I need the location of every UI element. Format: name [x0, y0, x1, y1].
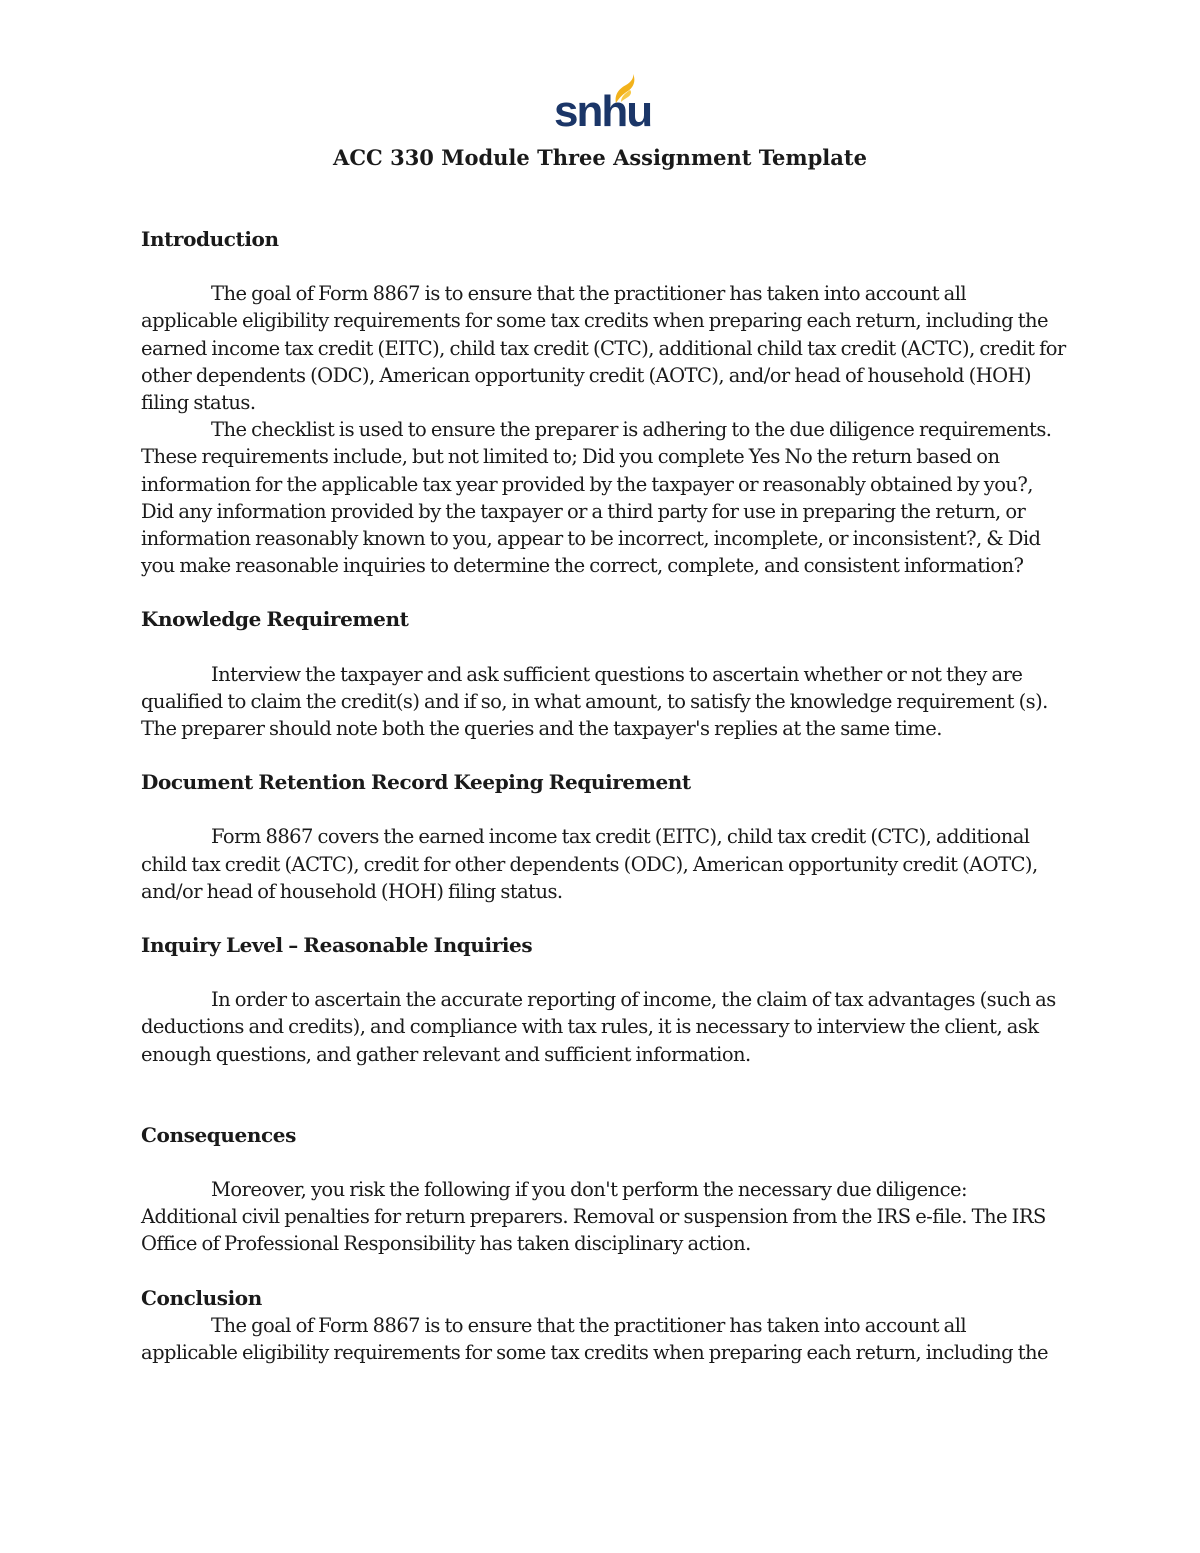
- section-heading-conclusion: Conclusion: [141, 1285, 262, 1310]
- section-heading-knowledge: Knowledge Requirement: [141, 607, 409, 632]
- inquiry-paragraph: In order to ascertain the accurate reporting of income, the claim of tax advantages (such as deductions and credits), and compliance with tax rules, it is necessary to interview the client, ask enough questions, and gather relevant and sufficient information.: [141, 988, 1056, 1066]
- section-heading-consequences: Consequences: [141, 1122, 296, 1147]
- section-heading-inquiry: Inquiry Level – Reasonable Inquiries: [141, 933, 533, 958]
- introduction-paragraph-2: The checklist is used to ensure the preparer is adhering to the due diligence requirements. These requirements include, but not limited to; Did you complete Yes No the return based on information for the applicable tax year provided by the taxpayer or reasonably obtained by you?, Did any information provided by the taxpayer or a third party for use in preparing the return, or information reasonably known to you, appear to be incorrect, incomplete, or inconsistent?, & Did you make reasonable inquiries to determine the correct, complete, and consistent information?: [141, 418, 1052, 578]
- consequences-paragraph: Moreover, you risk the following if you don't perform the necessary due diligence: Additional civil penalties for return preparers. Removal or suspension from the IRS e-file. The IRS Office of Professional Responsibility has taken disciplinary action.: [141, 1178, 1046, 1256]
- section-heading-retention: Document Retention Record Keeping Requirement: [141, 770, 691, 795]
- snhu-logo: [554, 74, 652, 136]
- knowledge-paragraph: Interview the taxpayer and ask sufficient questions to ascertain whether or not they are qualified to claim the credit(s) and if so, in what amount, to satisfy the knowledge requirement (s). The preparer should note both the queries and the taxpayer's replies at the same time.: [141, 662, 1048, 741]
- logo-wordmark: snhu: [554, 87, 652, 136]
- document-title: ACC 330 Module Three Assignment Template: [333, 145, 867, 170]
- conclusion-paragraph: The goal of Form 8867 is to ensure that the practitioner has taken into account all applicable eligibility requirements for some tax credits when preparing each return, including the: [141, 1313, 1049, 1365]
- document-body: [141, 226, 1066, 1366]
- introduction-paragraph-1: The goal of Form 8867 is to ensure that the practitioner has taken into account all applicable eligibility requirements for some tax credits when preparing each return, including the earned income tax credit (EITC), child tax credit (CTC), additional child tax credit (ACTC), credit for other dependents (ODC), American opportunity credit (AOTC), and/or head of household (HOH) filing status.: [141, 282, 1066, 415]
- retention-paragraph: Form 8867 covers the earned income tax credit (EITC), child tax credit (CTC), additional child tax credit (ACTC), credit for other dependents (ODC), American opportunity credit (AOTC), and/or head of household (HOH) filing status.: [141, 825, 1038, 903]
- section-heading-introduction: Introduction: [141, 227, 279, 251]
